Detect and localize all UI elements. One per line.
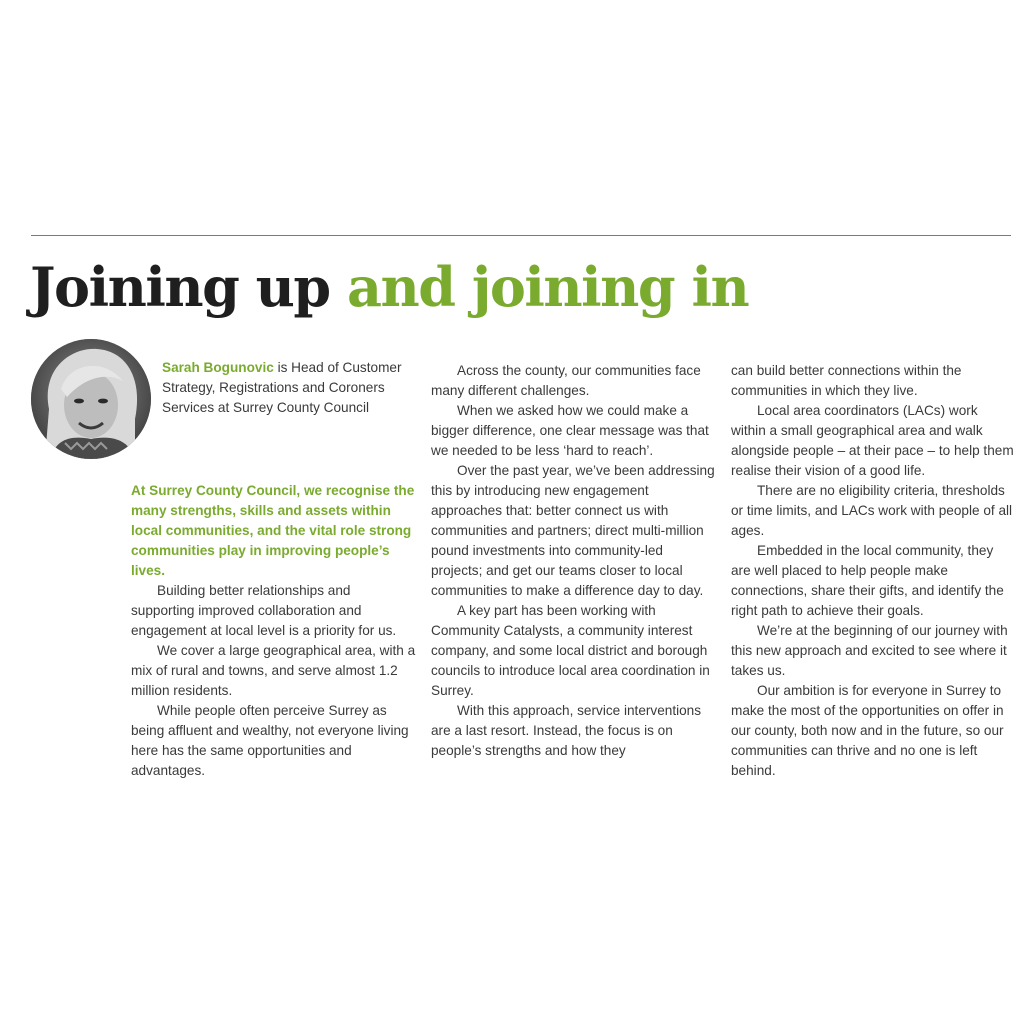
author-bio-text: is Head of Customer Strategy, Registrations and Coroners Services at Surrey County Council	[162, 360, 402, 415]
paragraph: With this approach, service interventions are a last resort. Instead, the focus is on people’s strengths and how they	[431, 703, 702, 758]
paragraph: While people often perceive Surrey as being affluent and wealthy, not everyone living here has the same opportunities and advantages.	[131, 703, 409, 778]
author-photo	[31, 339, 151, 459]
article-column-3	[731, 361, 1016, 781]
paragraph: Embedded in the local community, they are well placed to help people make connections, share their gifts, and identify the right path to achieve their goals.	[731, 543, 1004, 618]
paragraph: Across the county, our communities face many different challenges.	[431, 363, 701, 398]
author-bio	[162, 358, 402, 418]
paragraph: There are no eligibility criteria, thresholds or time limits, and LACs work with people of all ages.	[731, 483, 1013, 538]
paragraph: We cover a large geographical area, with a mix of rural and towns, and serve almost 1.2 million residents.	[131, 643, 416, 698]
top-divider-rule	[31, 235, 1011, 236]
headline-part-green: and joining in	[347, 255, 749, 319]
paragraph: We’re at the beginning of our journey with this new approach and excited to see where it takes us.	[731, 623, 1008, 678]
paragraph: Building better relationships and supporting improved collaboration and engagement at local level is a priority for us.	[131, 583, 397, 638]
article-column-1	[131, 481, 416, 781]
paragraph-continued: can build better connections within the communities in which they live.	[731, 363, 962, 398]
paragraph: A key part has been working with Community Catalysts, a community interest company, and some local district and borough councils to introduce local area coordination in Surrey.	[431, 603, 710, 698]
paragraph: When we asked how we could make a bigger difference, one clear message was that we needed to be less ‘hard to reach’.	[431, 403, 709, 458]
author-name: Sarah Bogunovic	[162, 360, 274, 375]
article-column-2	[431, 361, 716, 761]
article-intro: At Surrey County Council, we recognise the many strengths, skills and assets within local communities, and the vital role strong communities play in improving people’s lives.	[131, 483, 415, 578]
paragraph: Local area coordinators (LACs) work within a small geographical area and walk alongside people – at their pace – to help them realise their vision of a good life.	[731, 403, 1014, 478]
paragraph: Over the past year, we’ve been addressing this by introducing new engagement approaches that: better connect us with communities and partners; direct multi-million pound investments into community-led projects; and get our teams closer to local communities to make a difference day to day.	[431, 463, 715, 598]
headline-part-dark: Joining up	[30, 255, 330, 319]
paragraph: Our ambition is for everyone in Surrey to make the most of the opportunities on offer in our county, both now and in the future, so our communities can thrive and no one is left behind.	[731, 683, 1004, 778]
article-headline	[30, 252, 748, 322]
